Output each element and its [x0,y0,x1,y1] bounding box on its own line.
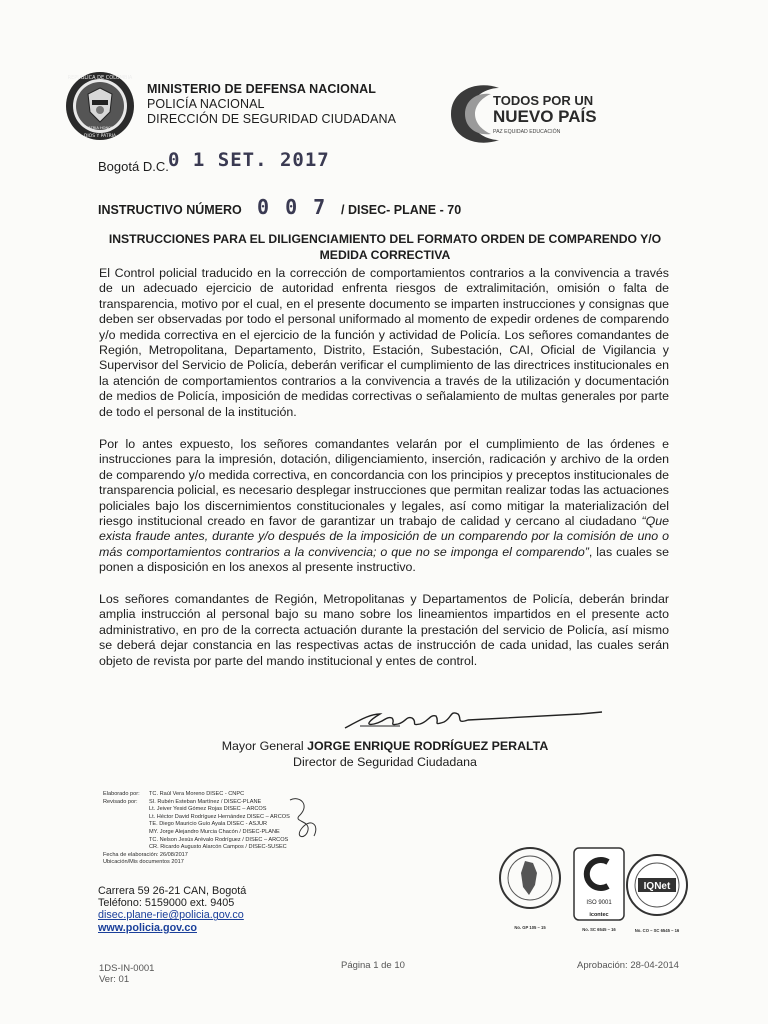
logo-line2: NUEVO PAÍS [493,107,597,126]
revisado-label: Revisado por: [103,798,138,805]
fecha-elaboracion: Fecha de elaboración: 26/08/2017 [103,851,188,858]
police-name: POLICÍA NACIONAL [147,97,265,111]
certification-iso-9001 [572,846,626,934]
revisado-item: MY. Jorge Alejandro Murcia Chacón / DISEC-PLANE [149,828,280,835]
instructivo-number: 0 0 7 [257,195,328,219]
ministry-name: MINISTERIO DE DEFENSA NACIONAL [147,82,376,96]
ubicacion: Ubicación/Mis documentos 2017 [103,859,184,866]
cert1-number: No. GP 105 – 15 [514,925,546,930]
revisado-item: TE. Diego Mauricio Guío Ayala DISEC - ASJUR [149,821,268,828]
paragraph-2-start: Por lo antes expuesto, los señores comandantes velarán por el cumplimiento de las órdenes e instrucciones para la impresión, dotación, diligenciamiento, inserción, radicación y archivo de la orden de comparendo y/o medida correctiva, en concordancia con los principios y preceptos institucionales de transparencia policial, es necesario desplegar instrucciones que permitan realizar todas las actuaciones policiales bajo los discernimientos constitucionales y legales, así como mitigar la materialización del riesgo institucional creado en favor de garantizar un trabajo de calidad y cercano al ciudadano [99,437,669,529]
date-label: Bogotá D.C. [98,159,169,174]
page-number: Página 1 de 10 [341,960,405,971]
seal-text-top: REPUBLICA DE COLOMBIA [67,75,133,81]
revisado-item: CR. Ricardo Augusto Alarcón Campos / DISEC-SUSEC [149,844,287,851]
revisado-item: Lt. Héctor David Rodríguez Hernández DISEC – ARCOS [149,813,290,820]
revisado-item: TC. Nelson Jesús Arévalo Rodríguez / DISEC – ARCOS [149,836,289,843]
date-stamp: 0 1 SET. 2017 [168,149,330,171]
preparation-block [103,791,290,867]
revisado-item: Lt. Jeiver Yesid Gómez Rojas DISEC – ARCOS [149,806,267,813]
revisado-item: SI. Rubén Esteban Martínez / DISEC-PLANE [149,798,262,805]
signer-line [100,739,670,753]
police-seal-logo [64,70,136,142]
seal-motto: PATRIA HONOR [86,126,114,130]
paragraph-2-quote: “Que exista fraude antes, durante y/o después de la imposición de un comparendo por la comisión de uno o más comportamientos contrarios a la convivencia; o que no se imponga el comparendo” [99,514,669,559]
footer-code-block [99,963,154,985]
document-code: 1DS-IN-0001 [99,963,155,974]
email-link[interactable]: disec.plane-rie@policia.gov.co [98,909,244,922]
signer-name: JORGE ENRIQUE RODRÍGUEZ PERALTA [307,739,549,753]
logo-line1: TODOS POR UN [493,93,594,108]
cert2-label: ISO 9001 [586,900,612,906]
address-street: Carrera 59 26-21 CAN, Bogotá [98,885,247,897]
instructivo-code: / DISEC- PLANE - 70 [341,203,462,217]
cert3-number: No. CO – SC 6545 – 16 [634,928,680,933]
signer-rank: Mayor General [221,739,308,753]
signer-title: Director de Seguridad Ciudadana [293,755,477,769]
address-phone: Teléfono: 5159000 ext. 9405 [98,897,235,910]
handwritten-signature [340,700,610,734]
instructivo-label: INSTRUCTIVO NÚMERO [98,203,242,217]
document-version: Ver: 01 [99,974,130,985]
approval-date: Aprobación: 28-04-2014 [577,960,679,971]
nuevo-pais-logo [447,78,597,150]
paragraph-3: Los señores comandantes de Región, Metropolitanas y Departamentos de Policía, deberán brindar amplia instrucción al personal bajo su mano sobre los lineamientos impartidos en el presente acto administrativo, en pro de la correcta actuación durante la prestación del servicio de Policía, así mismo se deberá dejar constancia en las respectivas actas de instrucción de cada unidad, las cuales serán objeto de revista por parte del mando institucional y entes de control. [99,592,669,668]
logo-tagline: PAZ EQUIDAD EDUCACIÓN [493,129,561,135]
seal-text-bottom: DIOS Y PATRIA [83,134,117,139]
certification-seal-1 [497,845,563,931]
certification-iqnet [624,852,690,934]
elaborado-label: Elaborado por: [103,791,140,797]
cert2-number: No. SC 6545 – 16 [582,927,616,932]
initials-scribble [280,790,330,850]
paragraph-2-end: , las cuales se ponen a disposición en los anexos al presente instructivo. [99,544,669,575]
cert2-org: icontec [589,912,609,918]
directorate-name: DIRECCIÓN DE SEGURIDAD CIUDADANA [147,112,397,126]
cert3-label: IQNet [643,881,671,892]
document-title: INSTRUCCIONES PARA EL DILIGENCIAMIENTO DEL FORMATO ORDEN DE COMPARENDO Y/O MEDIDA CORRECTIVA [108,232,662,262]
address-block [98,885,246,934]
paragraph-2 [99,437,669,576]
website-link[interactable]: www.policia.gov.co [98,921,197,934]
paragraph-1: El Control policial traducido en la corrección de comportamientos contrarios a la convivencia a través de un adecuado ejercicio de autoridad enfrenta riesgos de extralimitación, omisión o falta de transparencia, motivo por el cual, en el presente documento se imparten instrucciones y consignas que deben ser observadas por todo el personal uniformado al momento de expedir ordenes de comparendo y/o medida correctiva en el ejercicio de la función y actividad de Policía. Los señores comandantes de Región, Metropolitana, Departamento, Distrito, Estación, Subestación, CAI, Oficial de Vigilancia y Supervisor del Servicio de Policía, deberán verificar el cumplimiento de las directrices institucionales en la atención de comportamientos contrarios a la convivencia a través de la utilización y documentación de medios de Policía, imposición de medidas correctivas o señalamiento de multas generales por parte de todo el personal de la institución. [99,266,669,419]
elaborado-value: TC. Raúl Vera Moreno DISEC - CNPC [149,791,245,797]
